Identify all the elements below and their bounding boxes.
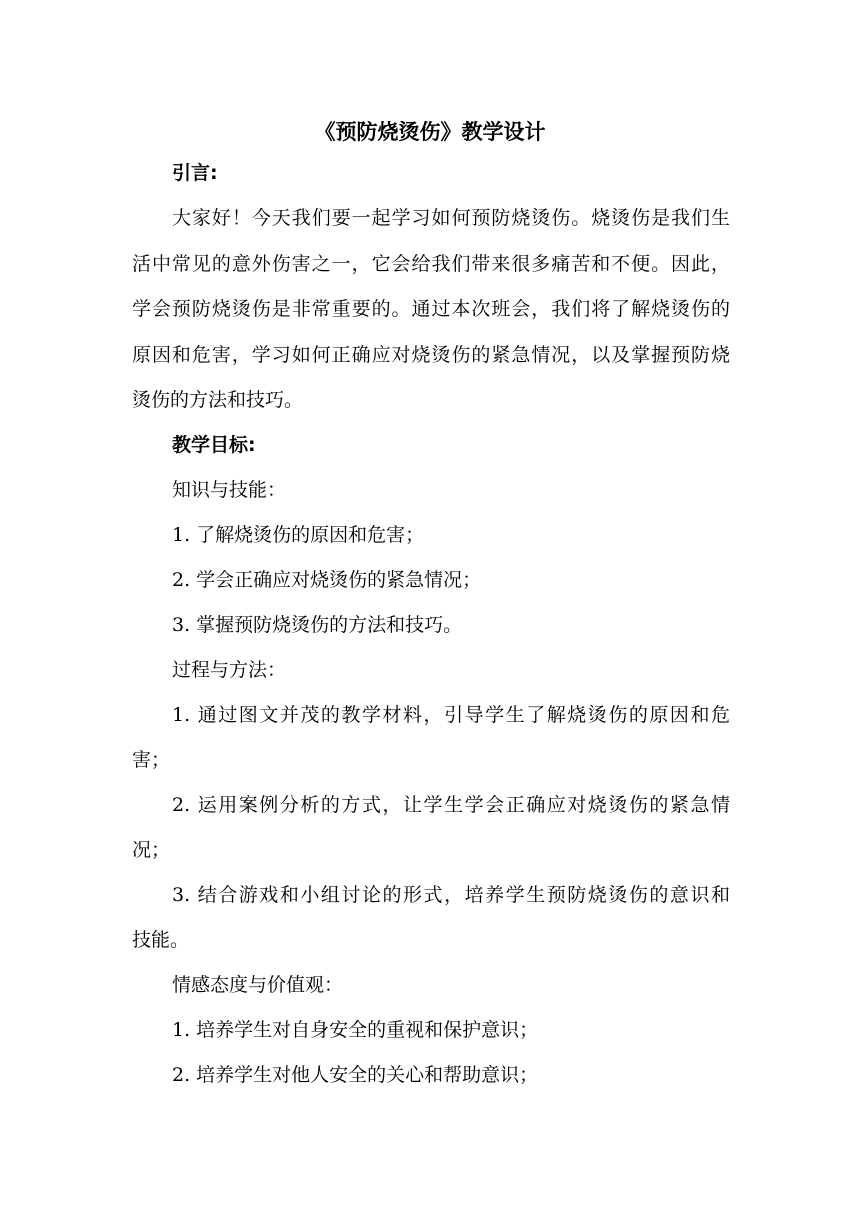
knowledge-item: 3. 掌握预防烧烫伤的方法和技巧。	[172, 614, 463, 636]
emotion-item: 1. 培养学生对自身安全的重视和保护意识；	[172, 1019, 539, 1041]
knowledge-item: 1. 了解烧烫伤的原因和危害；	[172, 524, 425, 546]
emotion-heading: 情感态度与价值观：	[172, 974, 344, 996]
knowledge-item: 2. 学会正确应对烧烫伤的紧急情况；	[172, 569, 482, 591]
process-item-line: 况；	[132, 839, 171, 861]
objectives-heading: 教学目标:	[172, 434, 256, 456]
intro-line: 活中常见的意外伤害之一，它会给我们带来很多痛苦和不便。因此，	[132, 253, 730, 275]
process-item-line: 技能。	[132, 929, 190, 951]
intro-line: 烫伤的方法和技巧。	[132, 389, 304, 411]
intro-line: 学会预防烧烫伤是非常重要的。通过本次班会，我们将了解烧烫伤的	[132, 298, 730, 320]
process-item-line: 2. 运用案例分析的方式，让学生学会正确应对烧烫伤的紧急情	[172, 794, 730, 816]
document-title: 《预防烧烫伤》教学设计	[314, 120, 546, 144]
intro-line: 原因和危害，学习如何正确应对烧烫伤的紧急情况，以及掌握预防烧	[132, 344, 730, 366]
emotion-item: 2. 培养学生对他人安全的关心和帮助意识；	[172, 1064, 539, 1086]
process-item-line: 1. 通过图文并茂的教学材料，引导学生了解烧烫伤的原因和危	[172, 704, 730, 726]
knowledge-heading: 知识与技能：	[172, 479, 287, 501]
intro-heading: 引言:	[172, 162, 218, 184]
process-item-line: 3. 结合游戏和小组讨论的形式，培养学生预防烧烫伤的意识和	[172, 884, 730, 906]
intro-line: 大家好！今天我们要一起学习如何预防烧烫伤。烧烫伤是我们生	[172, 207, 730, 229]
process-heading: 过程与方法：	[172, 659, 287, 681]
process-item-line: 害；	[132, 749, 171, 771]
